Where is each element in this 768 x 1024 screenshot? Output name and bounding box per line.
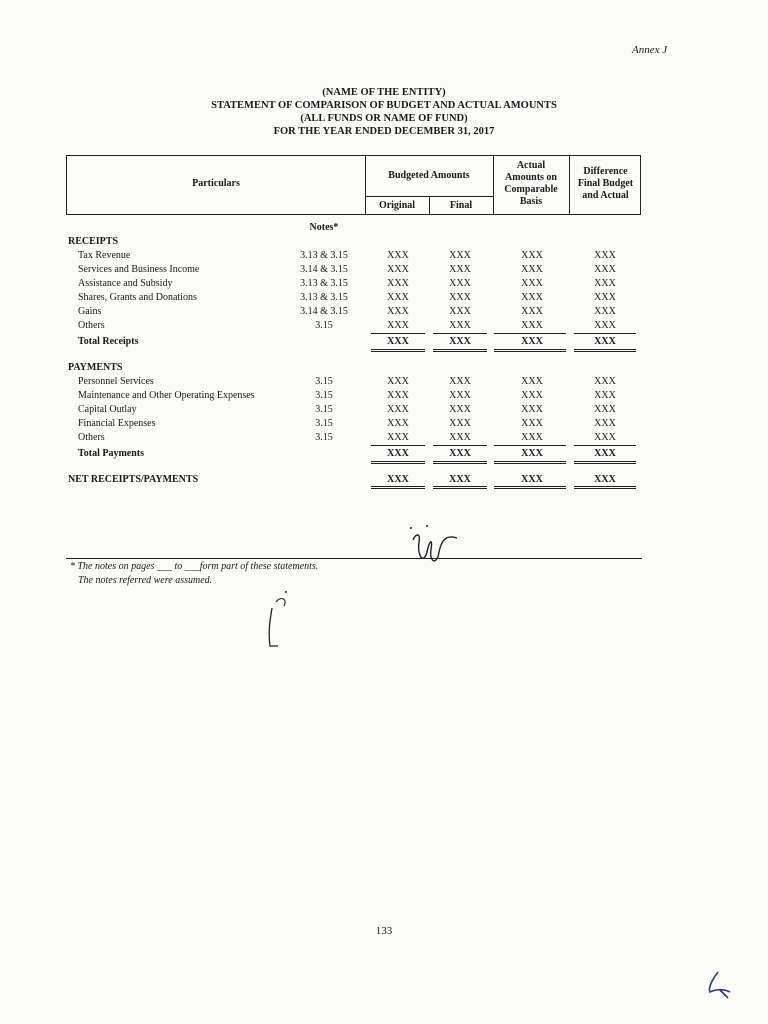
initials-mark [258,588,298,650]
footnote-rule [66,558,642,559]
table-row: Tax Revenue 3.13 & 3.15 XXX XXX XXX XXX [78,250,616,261]
budgeted-header: Budgeted Amounts [388,170,470,181]
original-header: Original [378,200,416,211]
actual-header: Actual Amounts on Comparable Basis [504,160,558,207]
payments-title: PAYMENTS [68,362,123,373]
signature-mark [405,522,465,574]
table-row: Shares, Grants and Donations 3.13 & 3.15 XXX XXX XXX XXX [78,292,616,303]
table-row: Capital Outlay 3.15 XXX XXX XXX XXX [78,404,616,415]
annex-label: Annex J [632,44,668,56]
period-title: FOR THE YEAR ENDED DECEMBER 31, 2017 [273,126,495,137]
table-row: Assistance and Subsidy 3.13 & 3.15 XXX XXX XXX XXX [78,278,616,289]
final-header: Final [449,200,473,211]
entity-title: (NAME OF THE ENTITY) [322,87,446,98]
statement-title: STATEMENT OF COMPARISON OF BUDGET AND ACTUAL AMOUNTS [211,100,557,111]
notes-header: Notes* [309,222,339,233]
receipts-title: RECEIPTS [68,236,119,247]
table-row: Others 3.15 XXX XXX XXX XXX [78,320,616,331]
fund-title: (ALL FUNDS OR NAME OF FUND) [300,113,468,124]
particulars-header: Particulars [192,178,240,189]
total-receipts-row: Total Receipts XXX XXX XXX XXX [78,336,616,347]
table-header [66,155,641,215]
footnote-2: The notes referred were assumed. [78,575,213,586]
table-row: Gains 3.14 & 3.15 XXX XXX XXX XXX [78,306,616,317]
table-row: Maintenance and Other Operating Expenses 3.15 XXX XXX XXX XXX [78,390,616,401]
table-row: Financial Expenses 3.15 XXX XXX XXX XXX [78,418,616,429]
notes-header-row [0,221,768,235]
net-row: NET RECEIPTS/PAYMENTS XXX XXX XXX XXX [68,474,616,485]
table-row: Others 3.15 XXX XXX XXX XXX [78,432,616,443]
footnote-1: * The notes on pages ___ to ___form part of these statements. [70,561,319,572]
page-number: 133 [375,925,393,937]
handwritten-mark [704,968,734,1002]
difference-header: Difference Final Budget and Actual [577,166,634,201]
total-payments-row: Total Payments XXX XXX XXX XXX [78,448,616,459]
table-row: Personnel Services 3.15 XXX XXX XXX XXX [78,376,616,387]
table-row: Services and Business Income 3.14 & 3.15 XXX XXX XXX XXX [78,264,616,275]
